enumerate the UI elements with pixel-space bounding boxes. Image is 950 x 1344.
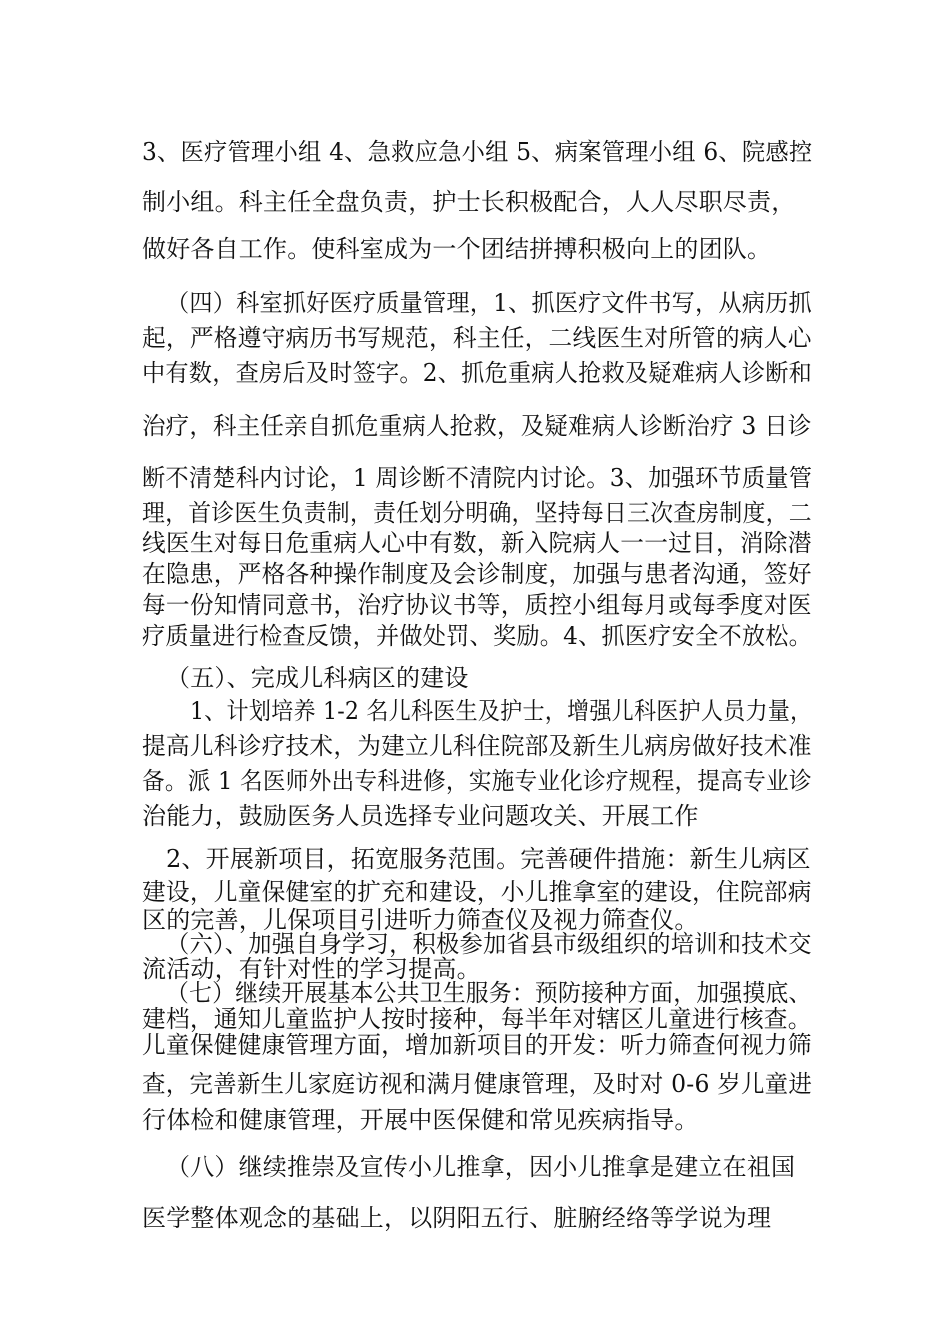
paragraph-heading: （五）、完成儿科病区的建设 <box>166 664 469 692</box>
text-line: 建设，儿童保健室的扩充和建设，小儿推拿室的建设，住院部病 <box>142 878 812 906</box>
text-line: 治疗，科主任亲自抓危重病人抢救，及疑难病人诊断治疗 3 日诊 <box>142 412 812 440</box>
paragraph-heading: （四）科室抓好医疗质量管理，1、抓医疗文件书写，从病历抓 <box>166 289 812 317</box>
text-line: 查，完善新生儿家庭访视和满月健康管理，及时对 0-6 岁儿童进 <box>142 1070 813 1098</box>
paragraph-heading: （八）继续推崇及宣传小儿推拿，因小儿推拿是建立在祖国 <box>166 1153 796 1181</box>
text-line: 区的完善，儿保项目引进听力筛查仪及视力筛查仪。 <box>142 906 699 934</box>
text-line: 流活动，有针对性的学习提高。 <box>142 955 481 983</box>
text-line: 疗质量进行检查反馈，并做处罚、奖励。4、抓医疗安全不放松。 <box>142 622 813 650</box>
text-line: 儿童保健健康管理方面，增加新项目的开发：听力筛查何视力筛 <box>142 1031 812 1059</box>
text-line: 治能力，鼓励医务人员选择专业问题攻关、开展工作 <box>142 802 699 830</box>
text-line: 做好各自工作。使科室成为一个团结拼搏积极向上的团队。 <box>142 235 772 263</box>
text-line: 行体检和健康管理，开展中医保健和常见疾病指导。 <box>142 1106 699 1134</box>
text-line: 2、开展新项目，拓宽服务范围。完善硬件措施：新生儿病区 <box>166 845 811 873</box>
text-line: 每一份知情同意书，治疗协议书等，质控小组每月或每季度对医 <box>142 591 812 619</box>
text-line: 建档，通知儿童监护人按时接种，每半年对辖区儿童进行核查。 <box>142 1005 812 1033</box>
text-line: 线医生对每日危重病人心中有数，新入院病人一一过目，消除潜 <box>142 529 812 557</box>
text-line: 备。派 1 名医师外出专科进修，实施专业化诊疗规程，提高专业诊 <box>142 767 812 795</box>
text-line: 起，严格遵守病历书写规范，科主任，二线医生对所管的病人心 <box>142 324 812 352</box>
text-line: 1、计划培养 1-2 名儿科医生及护士，增强儿科医护人员力量， <box>190 697 813 725</box>
text-line: 医学整体观念的基础上，以阴阳五行、脏腑经络等学说为理 <box>142 1204 772 1232</box>
text-line: 在隐患，严格各种操作制度及会诊制度，加强与患者沟通，签好 <box>142 560 812 588</box>
text-line: 制小组。科主任全盘负责，护士长积极配合，人人尽职尽责， <box>142 188 796 216</box>
text-line: 理，首诊医生负责制，责任划分明确，坚持每日三次查房制度，二 <box>142 499 812 527</box>
text-line: 断不清楚科内讨论，1 周诊断不清院内讨论。3、加强环节质量管 <box>142 464 813 492</box>
text-line: 3、医疗管理小组 4、急救应急小组 5、病案管理小组 6、院感控 <box>142 138 813 166</box>
paragraph-heading: （七）继续开展基本公共卫生服务：预防接种方面，加强摸底、 <box>166 979 812 1007</box>
text-line: 提高儿科诊疗技术，为建立儿科住院部及新生儿病房做好技术准 <box>142 732 812 760</box>
paragraph-heading: （六）、加强自身学习，积极参加省县市级组织的培训和技术交 <box>166 930 812 958</box>
text-line: 中有数，查房后及时签字。2、抓危重病人抢救及疑难病人诊断和 <box>142 359 813 387</box>
